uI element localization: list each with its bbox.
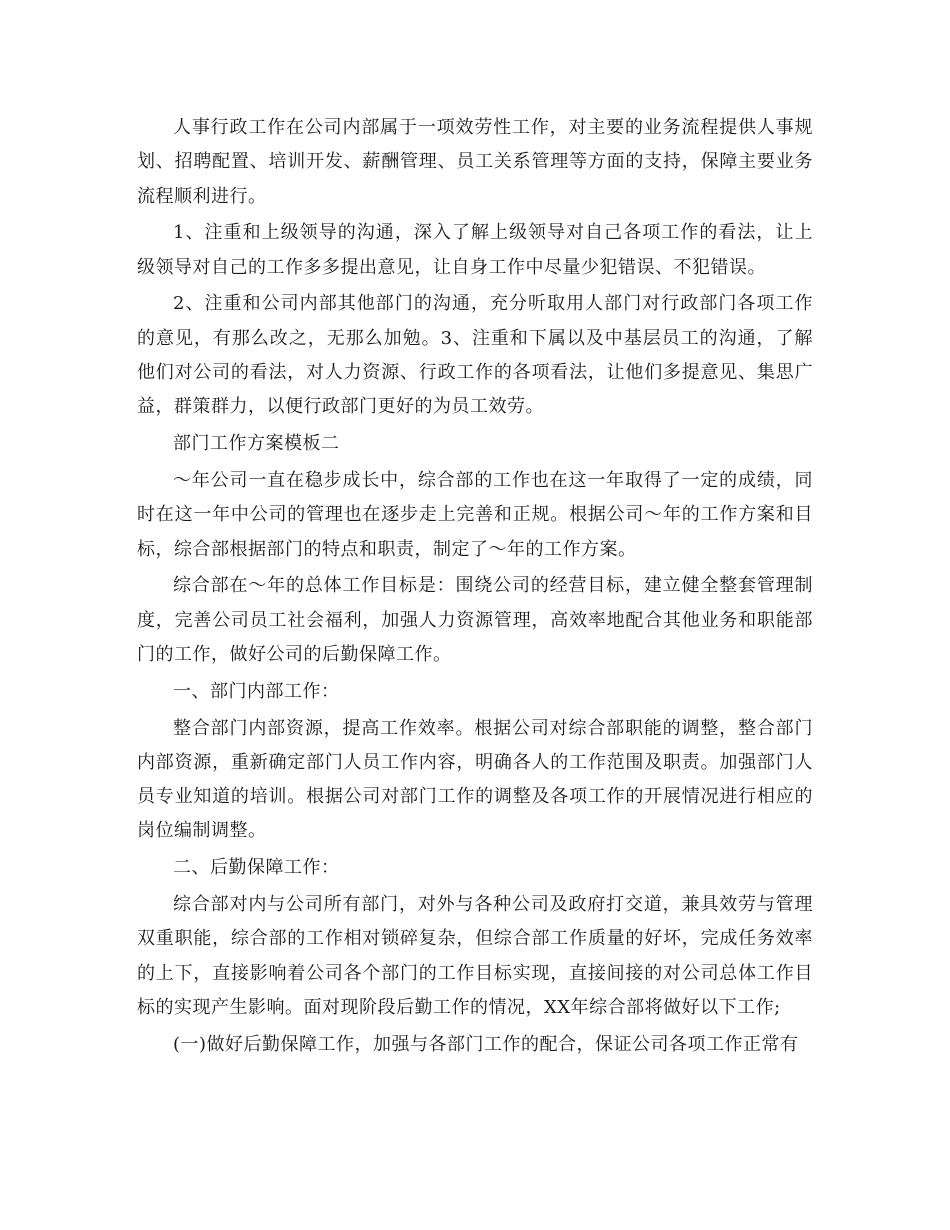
document-body: [137, 111, 813, 1065]
section-title-template-2: 部门工作方案模板二: [173, 433, 340, 455]
paragraph-internal-work: 整合部门内部资源，提高工作效率。根据公司对综合部职能的调整，整合部门内部资源，重新确定部门人员工作内容，明确各人的工作范围及职责。加强部门人员专业知道的培训。根据公司对部门工作的调整及各项工作的开展情况进行相应的岗位编制调整。: [137, 717, 813, 842]
heading-logistics-work: 二、后勤保障工作：: [173, 857, 340, 879]
paragraph-overall-goal: 综合部在～年的总体工作目标是：围绕公司的经营目标，建立健全整套管理制度，完善公司员工社会福利，加强人力资源管理，高效率地配合其他业务和职能部门的工作，做好公司的后勤保障工作。: [137, 575, 813, 665]
paragraph-logistics-item-1: (一)做好后勤保障工作，加强与各部门工作的配合，保证公司各项工作正常有: [173, 1033, 799, 1055]
paragraph-item-1: 1、注重和上级领导的沟通，深入了解上级领导对自己各项工作的看法，让上级领导对自己的工作多多提出意见，让自身工作中尽量少犯错误、不犯错误。: [137, 222, 813, 278]
heading-internal-work: 一、部门内部工作：: [173, 680, 340, 702]
paragraph-year-overview: ～年公司一直在稳步成长中，综合部的工作也在这一年取得了一定的成绩，同时在这一年中公司的管理也在逐步走上完善和正规。根据公司～年的工作方案和目标，综合部根据部门的特点和职责，制定了～年的工作方案。: [137, 469, 813, 560]
paragraph-intro: 人事行政工作在公司内部属于一项效劳性工作，对主要的业务流程提供人事规划、招聘配置、培训开发、薪酬管理、员工关系管理等方面的支持，保障主要业务流程顺利进行。: [137, 117, 813, 207]
paragraph-logistics-work: 综合部对内与公司所有部门，对外与各种公司及政府打交道，兼具效劳与管理双重职能，综合部的工作相对锁碎复杂，但综合部工作质量的好坏，完成任务效率的上下，直接影响着公司各个部门的工作目标实现，直接间接的对公司总体工作目标的实现产生影响。面对现阶段后勤工作的情况，XX年综合部将做好以下工作;: [137, 894, 813, 1018]
paragraph-item-2-3: 2、注重和公司内部其他部门的沟通，充分听取用人部门对行政部门各项工作的意见，有那么改之，无那么加勉。3、注重和下属以及中基层员工的沟通，了解他们对公司的看法，对人力资源、行政工作的各项看法，让他们多提意见、集思广益，群策群力，以便行政部门更好的为员工效劳。: [137, 293, 813, 418]
